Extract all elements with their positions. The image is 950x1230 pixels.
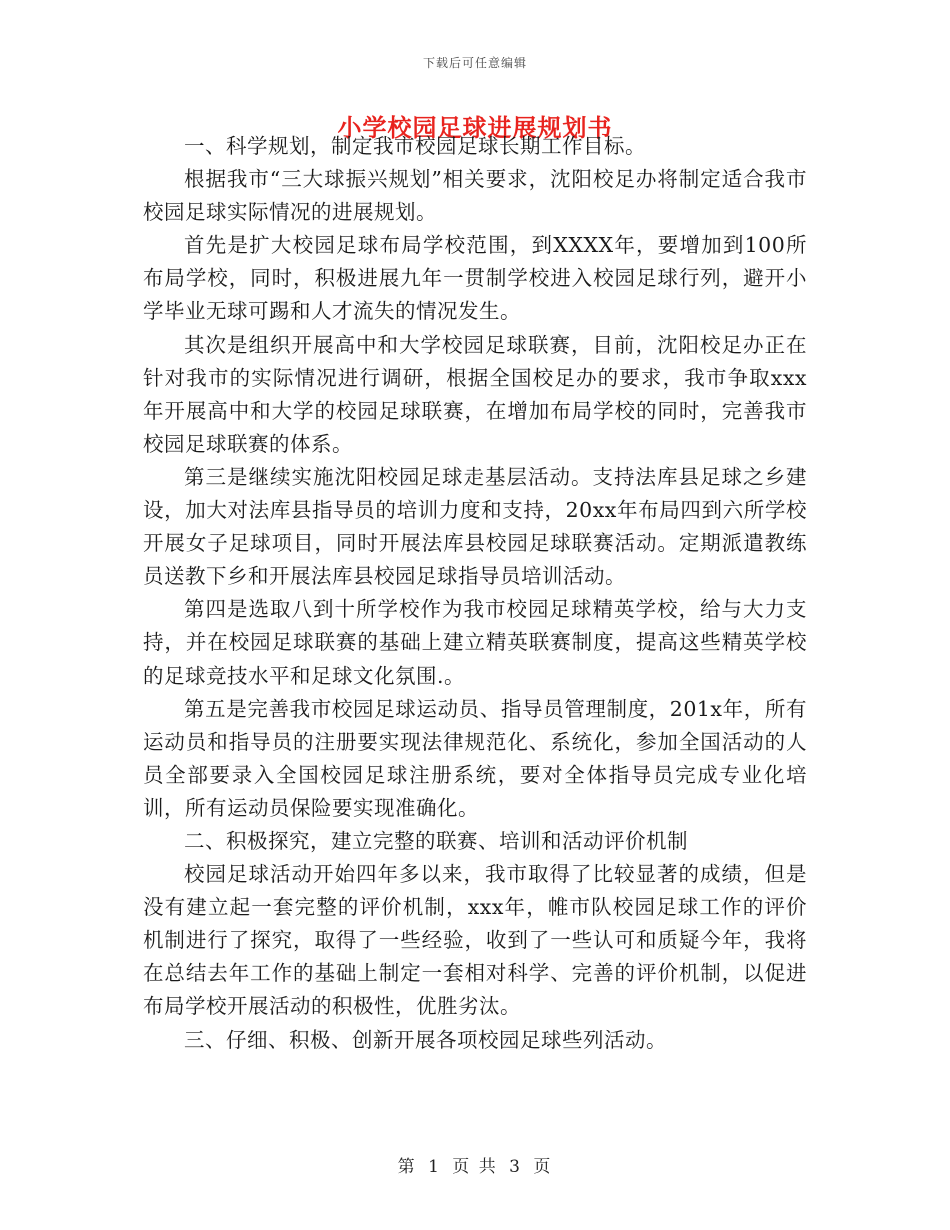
document-title: 小学校园足球进展规划书 xyxy=(337,113,613,142)
paragraph: 其次是组织开展高中和大学校园足球联赛，目前，沈阳校足办正在针对我市的实际情况进行调研，根据全国校足办的要求，我市争取xxx年开展高中和大学的校园足球联赛，在增加布局学校的同时，完善我市校园足球联赛的体系。 xyxy=(143,332,807,456)
paragraph: 首先是扩大校园足球布局学校范围，到XXXX年，要增加到100所布局学校，同时，积极进展九年一贯制学校进入校园足球行列，避开小学毕业无球可踢和人才流失的情况发生。 xyxy=(143,233,807,324)
paragraph: 第五是完善我市校园足球运动员、指导员管理制度，201x年，所有运动员和指导员的注册要实现法律规范化、系统化，参加全国活动的人员全部要录入全国校园足球注册系统，要对全体指导员完成专业化培训，所有运动员保险要实现准确化。 xyxy=(143,696,807,820)
footer-prefix: 第 xyxy=(397,1157,417,1177)
paragraph: 第三是继续实施沈阳校园足球走基层活动。支持法库县足球之乡建设，加大对法库县指导员的培训力度和支持，20xx年布局四到六所学校开展女子足球项目，同时开展法库县校园足球联赛活动。定期派遣教练员送教下乡和开展法库县校园足球指导员培训活动。 xyxy=(143,464,807,589)
footer-suffix: 页 xyxy=(533,1157,553,1177)
paragraph: 一、科学规划，制定我市校园足球长期工作目标。 xyxy=(184,134,646,158)
paragraph: 二、积极探究，建立完整的联赛、培训和活动评价机制 xyxy=(184,828,688,853)
paragraph: 根据我市“三大球振兴规划”相关要求，沈阳校足办将制定适合我市校园足球实际情况的进展规划。 xyxy=(143,167,807,225)
paragraph: 第四是选取八到十所学校作为我市校园足球精英学校，给与大力支持，并在校园足球联赛的基础上建立精英联赛制度，提高这些精英学校的足球竞技水平和足球文化氛围.。 xyxy=(143,597,807,688)
paragraph: 校园足球活动开始四年多以来，我市取得了比较显著的成绩，但是没有建立起一套完整的评价机制，xxx年，帷市队校园足球工作的评价机制进行了探究，取得了一些经验，收到了一些认可和质疑今年，我将在总结去年工作的基础上制定一套相对科学、完善的评价机制，以促进布局学校开展活动的积极性，优胜劣汰。 xyxy=(143,862,807,1019)
footer-total-pages: 3 xyxy=(509,1157,522,1177)
footer-page-number: 1 xyxy=(428,1157,441,1177)
footer-middle: 页 共 xyxy=(452,1157,498,1177)
page-footer xyxy=(0,1152,950,1177)
paragraph: 三、仔细、积极、创新开展各项校园足球些列活动。 xyxy=(184,1027,667,1052)
header-note: 下载后可任意编辑 xyxy=(422,56,527,70)
document-body xyxy=(143,130,807,1057)
